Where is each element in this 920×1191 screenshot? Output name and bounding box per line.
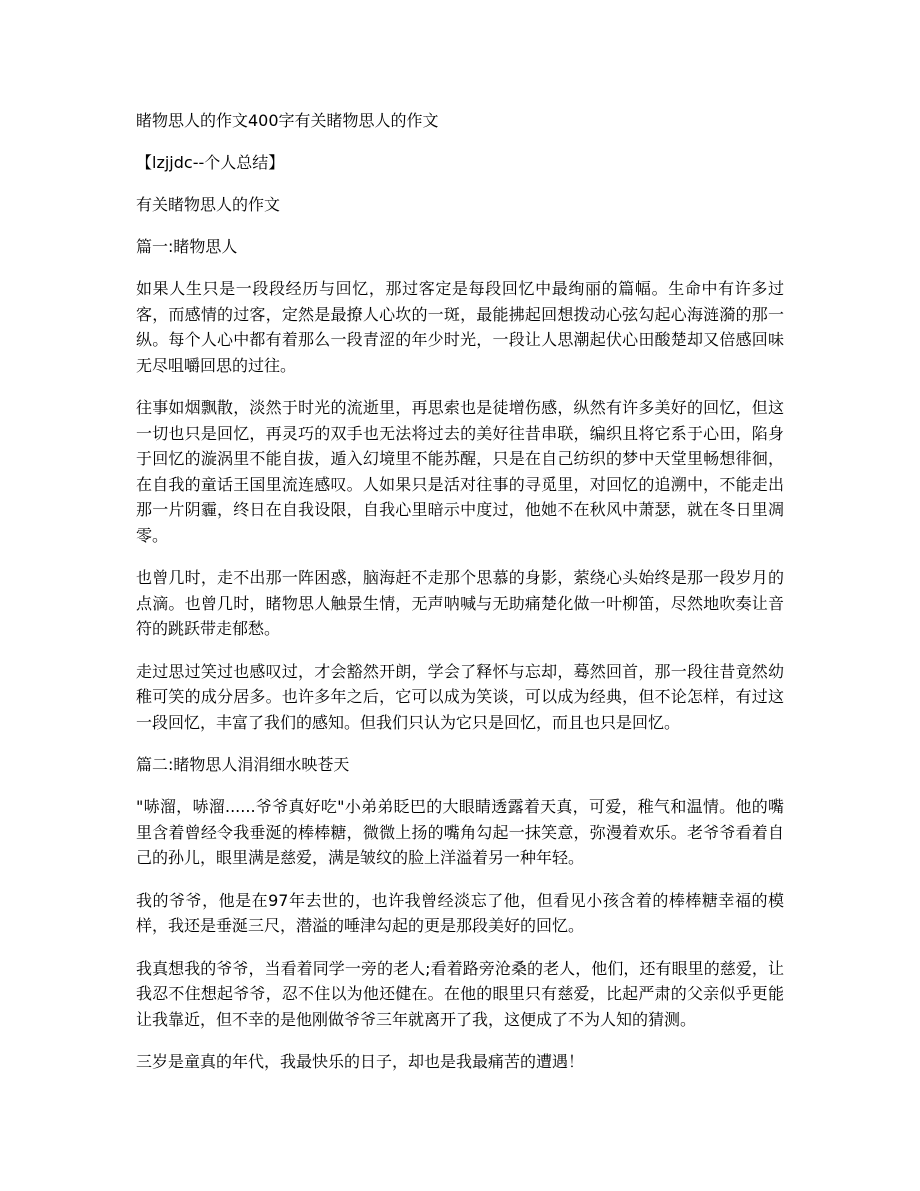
document-content (136, 108, 784, 1092)
document-title: 睹物思人的作文400字有关睹物思人的作文 (136, 111, 439, 130)
paragraph: 往事如烟飘散，淡然于时光的流逝里，再思索也是徒增伤感，纵然有许多美好的回忆，但这一切也只是回忆，再灵巧的双手也无法将过去的美好往昔串联，编织且将它系于心田，陷身于回忆的漩涡里不能自拔，遁入幻境里不能苏醒，只是在自己纺织的梦中天堂里畅想徘徊，在自我的童话王国里流连感叹。人如果只是活对往事的寻觅里，对回忆的追溯中，不能走出那一片阴霾，终日在自我设限，自我心里暗示中度过，他她不在秋风中萧瑟，就在冬日里凋零。 (136, 398, 784, 545)
section-one-title: 篇一:睹物思人 (136, 237, 238, 256)
paragraph: 走过思过笑过也感叹过，才会豁然开朗，学会了释怀与忘却，蓦然回首，那一段往昔竟然幼稚可笑的成分居多。也许多年之后，它可以成为笑谈，可以成为经典，但不论怎样，有过这一段回忆，丰富了我们的感知。但我们只认为它只是回忆，而且也只是回忆。 (136, 661, 784, 732)
paragraph: 如果人生只是一段段经历与回忆，那过客定是每段回忆中最绚丽的篇幅。生命中有许多过客，而感情的过客，定然是最撩人心坎的一斑，最能拂起回想拨动心弦勾起心海涟漪的那一纵。每个人心中都有着那么一段青涩的年少时光，一段让人思潮起伏心田酸楚却又倍感回味无尽咀嚼回思的过往。 (136, 279, 784, 375)
paragraph: 也曾几时，走不出那一阵困惑，脑海赶不走那个思慕的身影，萦绕心头始终是那一段岁月的点滴。也曾几时，睹物思人触景生情，无声呐喊与无助痛楚化做一叶柳笛，尽然地吹奏让音符的跳跃带走郁愁。 (136, 568, 784, 638)
paragraph: 我真想我的爷爷，当看着同学一旁的老人;看着路旁沧桑的老人，他们，还有眼里的慈爱，让我忍不住想起爷爷，忍不住以为他还健在。在他的眼里只有慈爱，比起严肃的父亲似乎更能让我靠近，但不幸的是他刚做爷爷三年就离开了我，这便成了不为人知的猜测。 (136, 958, 784, 1029)
document-meta: 【lzjjdc--个人总结】 (136, 153, 285, 172)
paragraph: 我的爷爷，他是在97年去世的，也许我曾经淡忘了他，但看见小孩含着的棒棒糖幸福的模样，我还是垂涎三尺，潜溢的唾津勾起的更是那段美好的回忆。 (136, 890, 784, 935)
document-heading: 有关睹物思人的作文 (136, 195, 281, 214)
paragraph: 三岁是童真的年代，我最快乐的日子，却也是我最痛苦的遭遇！ (136, 1052, 585, 1071)
paragraph: "哧溜，哧溜......爷爷真好吃"小弟弟眨巴的大眼睛透露着天真，可爱，稚气和温情。他的嘴里含着曾经令我垂涎的棒棒糖，微微上扬的嘴角勾起一抹笑意，弥漫着欢乐。老爷爷看着自己的孙儿，眼里满是慈爱，满是皱纹的脸上洋溢着另一种年轻。 (136, 797, 784, 867)
section-two-title: 篇二:睹物思人涓涓细水映苍天 (136, 755, 350, 774)
